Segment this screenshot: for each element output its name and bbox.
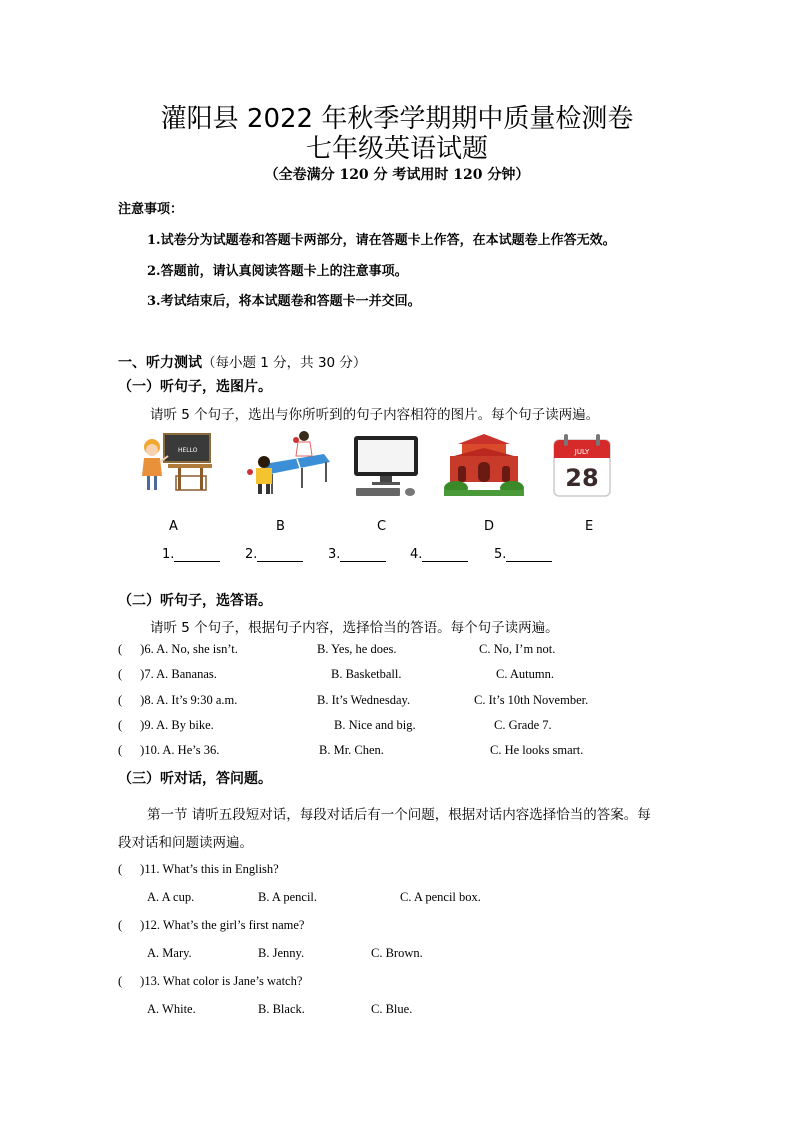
section-heading-note: （每小题 1 分，共 30 分） xyxy=(202,355,367,371)
part2-heading: （二）听句子，选答语。 xyxy=(118,593,272,609)
q12-option-a: A. Mary. xyxy=(147,946,192,960)
calendar-picture xyxy=(552,432,612,498)
q7-option-a: )7. A. Bananas. xyxy=(140,667,217,681)
answer-blank-5-number: 5. xyxy=(494,547,507,562)
answer-blank-3-line[interactable] xyxy=(340,547,386,562)
q13-paren[interactable]: ( xyxy=(118,974,123,988)
q6-option-a: )6. A. No, she isn’t. xyxy=(140,642,238,656)
answer-blank-1[interactable] xyxy=(162,547,220,562)
q10-option-c: C. He looks smart. xyxy=(490,743,584,757)
question-11 xyxy=(118,862,279,877)
answer-blank-1-number: 1. xyxy=(162,547,175,562)
q8-paren[interactable]: ( xyxy=(118,693,123,707)
blackboard-text: HELLO xyxy=(178,447,198,454)
answer-blank-4[interactable] xyxy=(410,547,468,562)
notice-item-2: 2.答题前，请认真阅读答题卡上的注意事项。 xyxy=(147,264,408,279)
q12-option-b: B. Jenny. xyxy=(258,946,305,960)
notice-item-1: 1.试卷分为试题卷和答题卡两部分，请在答题卡上作答，在本试题卷上作答无效。 xyxy=(147,233,616,248)
q11-paren[interactable]: ( xyxy=(118,862,123,876)
exam-subtitle: （全卷满分 120 分 考试用时 120 分钟） xyxy=(264,167,530,183)
q11-option-b: B. A pencil. xyxy=(258,890,318,904)
q8-option-b: B. It’s Wednesday. xyxy=(317,693,411,707)
answer-blank-3[interactable] xyxy=(328,547,386,562)
exam-title-line1: 灌阳县 2022 年秋季学期期中质量检测卷 xyxy=(160,104,634,134)
table-tennis-picture xyxy=(242,428,332,498)
answer-blank-4-number: 4. xyxy=(410,547,423,562)
part1-heading: （一）听句子，选图片。 xyxy=(118,379,272,395)
question-9 xyxy=(118,718,214,733)
picture-label-a: A xyxy=(169,519,178,534)
computer-picture xyxy=(352,434,420,498)
answer-blank-1-line[interactable] xyxy=(174,547,220,562)
q9-option-c: C. Grade 7. xyxy=(494,718,552,732)
q6-paren[interactable]: ( xyxy=(118,642,123,656)
notice-heading: 注意事项： xyxy=(118,201,184,216)
section-heading-text: 一、听力测试 xyxy=(118,355,202,371)
answer-blank-2-number: 2. xyxy=(245,547,258,562)
q8-option-c: C. It’s 10th November. xyxy=(474,693,589,707)
picture-label-d: D xyxy=(484,519,495,534)
q13-option-b: B. Black. xyxy=(258,1002,305,1016)
q11-option-a: A. A cup. xyxy=(147,890,195,904)
q7-option-b: B. Basketball. xyxy=(331,667,402,681)
section-heading xyxy=(118,351,366,372)
calendar-month: JULY xyxy=(574,448,590,456)
q12-option-c: C. Brown. xyxy=(371,946,423,960)
question-13 xyxy=(118,974,302,989)
notice-item-3: 3.考试结束后，将本试题卷和答题卡一并交回。 xyxy=(147,294,421,309)
q10-option-b: B. Mr. Chen. xyxy=(319,743,384,757)
part3-heading: （三）听对话，答问题。 xyxy=(118,771,272,787)
answer-blank-2[interactable] xyxy=(245,547,303,562)
answer-blank-5[interactable] xyxy=(494,547,552,562)
answer-blank-5-line[interactable] xyxy=(506,547,552,562)
tiananmen-picture xyxy=(444,432,524,496)
question-10 xyxy=(118,743,219,758)
q10-paren[interactable]: ( xyxy=(118,743,123,757)
part2-instruction: 请听 5 个句子，根据句子内容，选择恰当的答语。每个句子读两遍。 xyxy=(150,620,559,636)
exam-title-line2: 七年级英语试题 xyxy=(305,134,488,164)
picture-label-b: B xyxy=(276,519,285,534)
answer-blank-4-line[interactable] xyxy=(422,547,468,562)
answer-blank-2-line[interactable] xyxy=(257,547,303,562)
q9-option-b: B. Nice and big. xyxy=(334,718,416,732)
question-8 xyxy=(118,693,237,708)
question-6 xyxy=(118,642,238,657)
q7-option-c: C. Autumn. xyxy=(496,667,554,681)
part3-instruction-line2: 段对话和问题读两遍。 xyxy=(118,835,253,851)
q8-option-a: )8. A. It’s 9:30 a.m. xyxy=(140,693,238,707)
answer-blank-3-number: 3. xyxy=(328,547,341,562)
q9-paren[interactable]: ( xyxy=(118,718,123,732)
q11-option-c: C. A pencil box. xyxy=(400,890,481,904)
q7-paren[interactable]: ( xyxy=(118,667,123,681)
q13-text: )13. What color is Jane’s watch? xyxy=(140,974,303,988)
q13-option-c: C. Blue. xyxy=(371,1002,413,1016)
q9-option-a: )9. A. By bike. xyxy=(140,718,214,732)
q12-paren[interactable]: ( xyxy=(118,918,123,932)
q12-text: )12. What’s the girl’s first name? xyxy=(140,918,305,932)
part1-instruction: 请听 5 个句子，选出与你所听到的句子内容相符的图片。每个句子读两遍。 xyxy=(150,407,600,423)
part3-instruction-line1: 第一节 请听五段短对话，每段对话后有一个问题，根据对话内容选择恰当的答案。每 xyxy=(147,807,651,823)
picture-label-e: E xyxy=(585,519,594,534)
calendar-day: 28 xyxy=(565,464,599,492)
q13-option-a: A. White. xyxy=(147,1002,196,1016)
question-7 xyxy=(118,667,217,682)
question-12 xyxy=(118,918,305,933)
q11-text: )11. What’s this in English? xyxy=(140,862,279,876)
teacher-blackboard-picture xyxy=(138,432,218,494)
q6-option-b: B. Yes, he does. xyxy=(317,642,397,656)
q10-option-a: )10. A. He’s 36. xyxy=(140,743,220,757)
q6-option-c: C. No, I’m not. xyxy=(479,642,556,656)
picture-label-c: C xyxy=(377,519,387,534)
